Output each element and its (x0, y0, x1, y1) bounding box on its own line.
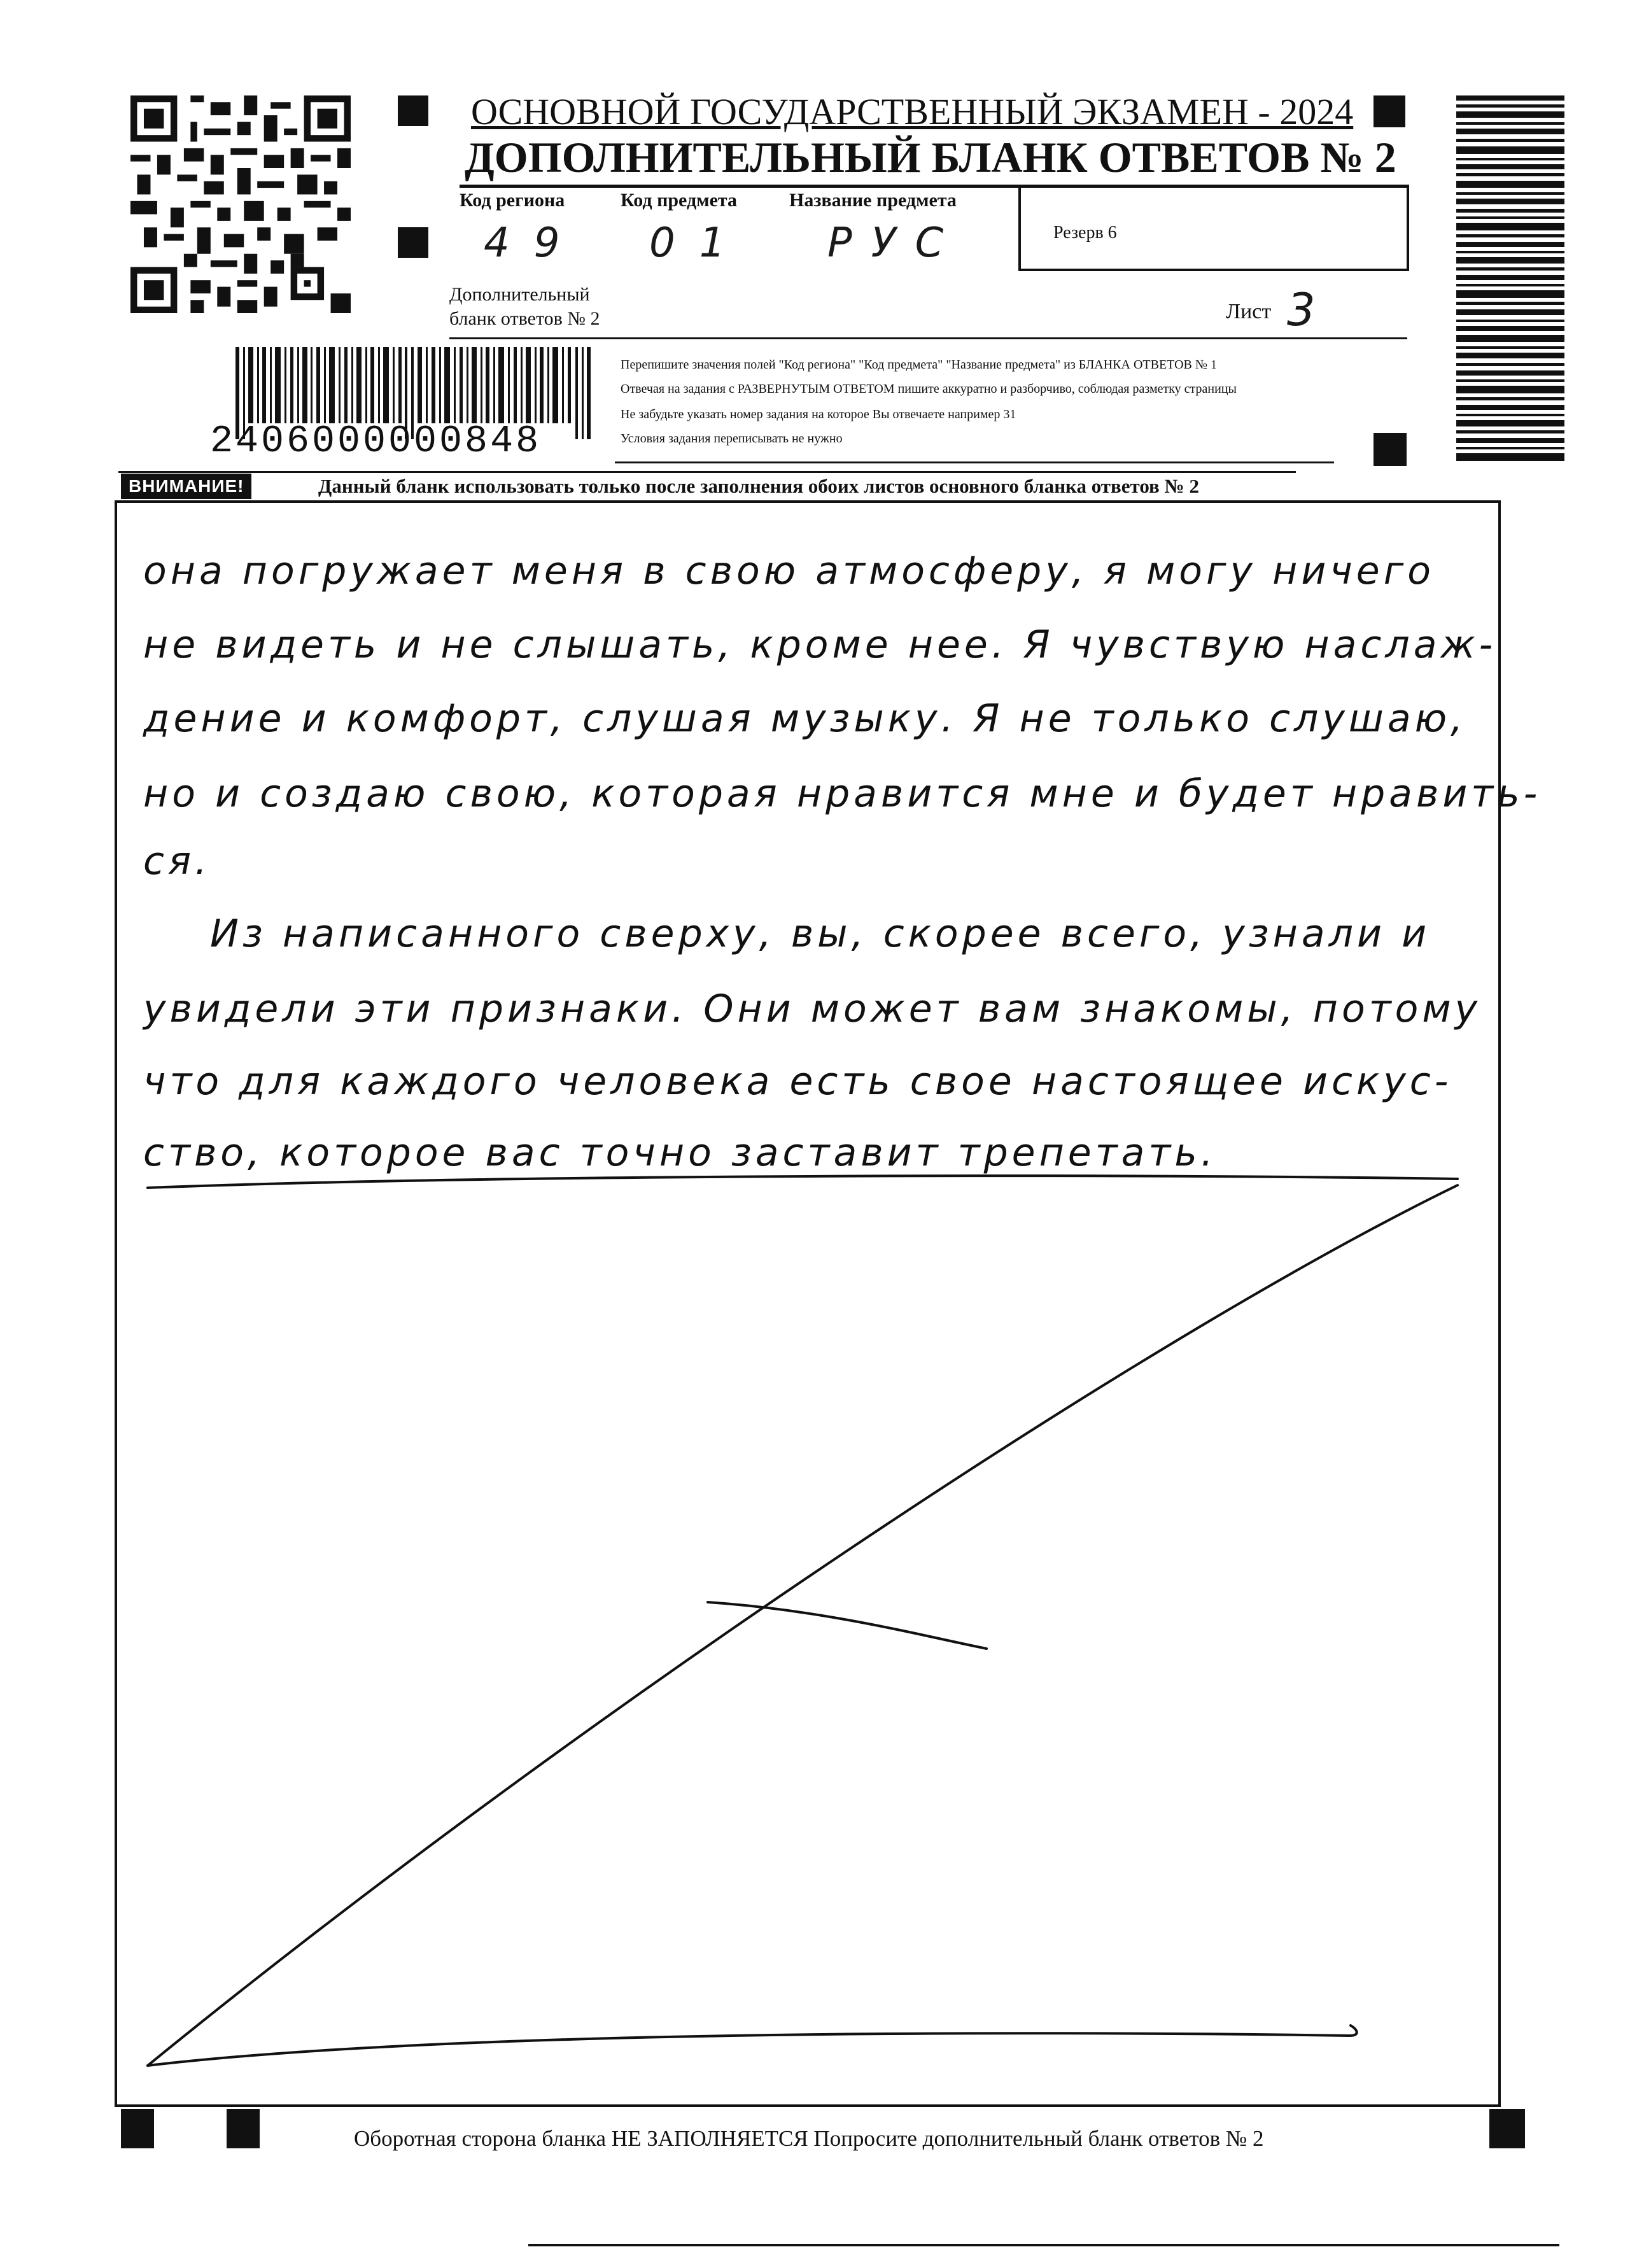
instruction-line: Перепишите значения полей "Код региона" "Код предмета" "Название предмета" из БЛАНКА ОТВЕТОВ № 1 (621, 358, 1217, 372)
strike-cross (708, 1602, 987, 1649)
answer-line: что для каждого человека есть свое настоящее искус- (143, 1059, 1452, 1104)
subject-name-value[interactable]: РУС (827, 220, 963, 267)
subject-name-label: Название предмета (789, 190, 957, 211)
instruction-line: Не забудьте указать номер задания на которое Вы отвечаете например 31 (621, 407, 1016, 421)
answer-line: она погружает меня в свою атмосферу, я могу ничего (143, 549, 1435, 593)
subject-code-label: Код предмета (621, 190, 737, 211)
form-type-line1: Дополнительный (449, 284, 590, 305)
reserve-label: Резерв 6 (1053, 223, 1117, 243)
answer-line: не видеть и не слышать, кроме нее. Я чувствую наслаж- (143, 623, 1497, 667)
sheet-number[interactable]: 3 (1287, 284, 1316, 336)
answer-line: дение и комфорт, слушая музыку. Я не только слушаю, (143, 696, 1467, 741)
strike-bottom (148, 2025, 1357, 2066)
footer-note: Оборотная сторона бланка НЕ ЗАПОЛНЯЕТСЯ Попросите дополнительный бланк ответов № 2 (354, 2126, 1264, 2151)
instruction-line: Отвечая на задания с РАЗВЕРНУТЫМ ОТВЕТОМ пишите аккуратно и разборчиво, соблюдая разметку страницы (621, 382, 1237, 396)
attention-badge: ВНИМАНИЕ! (121, 474, 251, 499)
form-type-line2: бланк ответов № 2 (449, 308, 600, 329)
form-title: ДОПОЛНИТЕЛЬНЫЙ БЛАНК ОТВЕТОВ № 2 (465, 133, 1396, 181)
exam-title: ОСНОВНОЙ ГОСУДАРСТВЕННЫЙ ЭКЗАМЕН - 2024 (471, 91, 1354, 132)
answer-line: но и создаю свою, которая нравится мне и будет нравить- (143, 771, 1542, 816)
end-underline (148, 1176, 1458, 1188)
strike-diagonal (148, 1185, 1458, 2066)
attention-text: Данный бланк использовать только после заполнения обоих листов основного бланка ответов № 2 (318, 475, 1199, 497)
barcode-number: 2406000000848 (210, 420, 542, 463)
answer-line: увидели эти признаки. Они может вам знакомы, потому (143, 987, 1482, 1031)
instruction-line: Условия задания переписывать не нужно (621, 432, 843, 446)
region-code-label: Код региона (460, 190, 565, 211)
sheet-label: Лист (1226, 300, 1272, 323)
answer-line: ся. (143, 839, 211, 884)
answer-line: Из написанного сверху, вы, скорее всего, узнали и (210, 912, 1431, 956)
answer-line: ство, которое вас точно заставит трепетать. (143, 1130, 1217, 1175)
divider (528, 2244, 1559, 2246)
region-code-value[interactable]: 49 (484, 220, 584, 267)
subject-code-value[interactable]: 01 (649, 220, 750, 267)
